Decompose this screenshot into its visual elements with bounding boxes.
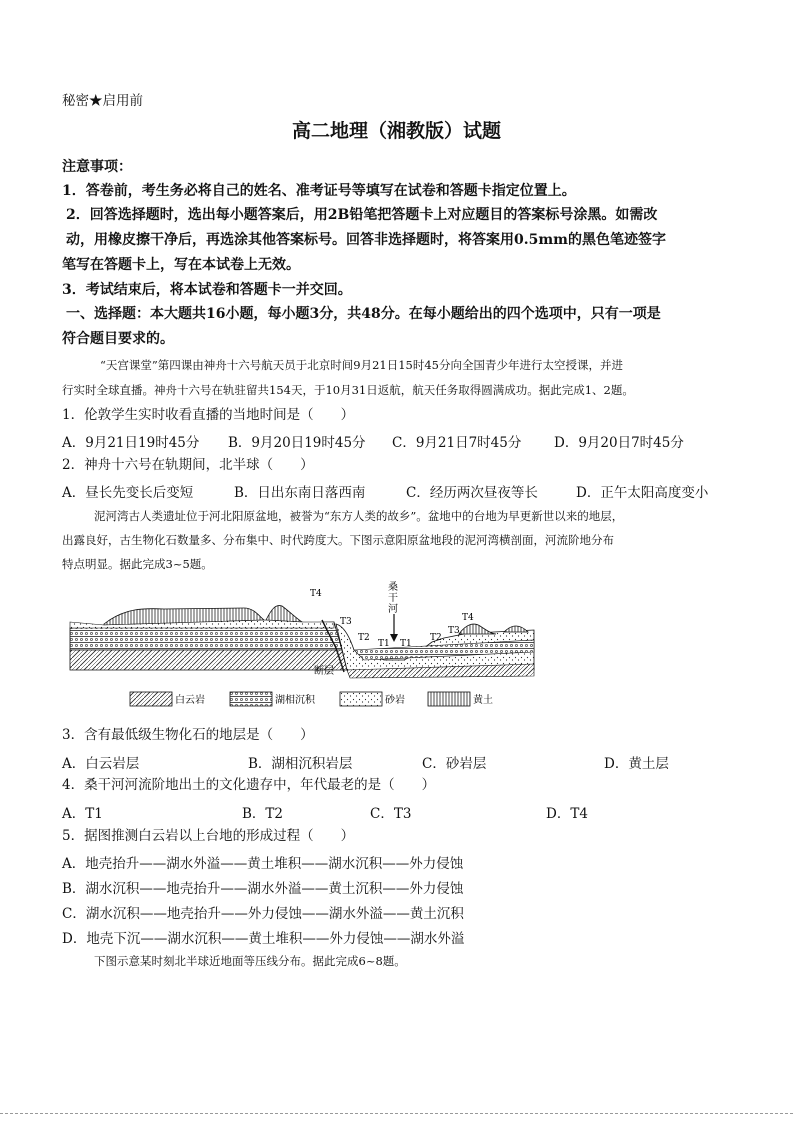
option-d: D．正午太阳高度变小 [576,485,709,501]
notice-item: 1．答卷前，考生务必将自己的姓名、准考证号等填写在试卷和答题卡指定位置上。 [62,183,576,199]
section-heading: 符合题目要求的。 [62,331,174,347]
option-c: C．T3 [370,806,412,822]
terrace-label: T3 [448,626,460,636]
terrace-label: T1 [400,639,412,649]
legend-label: 砂岩 [385,695,405,706]
option-d: D．地壳下沉——湖水沉积——黄土堆积——外力侵蚀——湖水外溢 [62,931,465,947]
option-a: A．昼长先变长后变短 [62,485,194,501]
terrace-label: T2 [358,633,370,643]
passage-text: 特点明显。据此完成3~5题。 [62,557,213,571]
option-b: B．9月20日19时45分 [228,435,366,451]
notice-heading: 注意事项： [62,159,132,175]
legend-swatch-sand [340,692,382,706]
notice-item: 2．回答选择题时，选出每小题答案后，用2B铅笔把答题卡上对应题目的答案标号涂黑。如需改 [66,207,658,223]
legend-swatch-dolomite [130,692,172,706]
option-d: D．9月20日7时45分 [554,435,684,451]
legend-label: 黄土 [473,695,493,706]
legend-swatch-loess [428,692,470,706]
terrace-label: T2 [430,633,442,643]
question-stem: 4．桑干河河流阶地出土的文化遗存中，年代最老的是（ ） [62,777,436,793]
legend-swatch-lake [230,692,272,706]
option-a: A．地壳抬升——湖水外溢——黄土堆积——湖水沉积——外力侵蚀 [62,856,464,872]
question-stem: 5．据图推测白云岩以上台地的形成过程（ ） [62,828,355,844]
fault-label: 断层 [314,666,334,677]
option-d: D．黄土层 [604,756,669,772]
terrace-label: T3 [340,617,352,627]
option-a: A．T1 [62,806,103,822]
passage-text: 泥河湾古人类遗址位于河北阳原盆地，被誉为“东方人类的故乡”。盆地中的台地为早更新世以来的地层， [94,509,624,523]
option-b: B．T2 [242,806,284,822]
terrace-label: T4 [310,589,322,599]
passage-text: 下图示意某时刻北半球近地面等压线分布。据此完成6~8题。 [94,954,406,968]
passage-text: “天宫课堂”第四课由神舟十六号航天员于北京时间9月21日15时45分向全国青少年进行太空授课，并进 [100,358,623,372]
option-a: A．9月21日19时45分 [62,435,200,451]
notice-item: 笔写在答题卡上，写在本试卷上无效。 [62,257,300,273]
option-b: B．日出东南日落西南 [234,485,366,501]
river-label-2: 干 [388,593,398,604]
notice-item: 3．考试结束后，将本试卷和答题卡一并交回。 [62,282,352,298]
river-label-3: 河 [388,604,398,615]
question-stem: 2．神舟十六号在轨期间，北半球（ ） [62,457,314,473]
question-stem: 3．含有最低级生物化石的地层是（ ） [62,727,314,743]
section-heading: 一、选择题：本大题共16小题，每小题3分，共48分。在每小题给出的四个选项中，只有一项是 [66,306,661,322]
option-d: D．T4 [546,806,588,822]
terrace-label: T4 [462,613,474,623]
option-c: C．砂岩层 [422,756,487,772]
option-b: B．湖水沉积——地壳抬升——湖水外溢——黄土沉积——外力侵蚀 [62,881,464,897]
cross-section-figure [64,578,544,718]
page-divider [0,1113,793,1114]
notice-item: 动，用橡皮擦干净后，再选涂其他答案标号。回答非选择题时，将答案用0.5mm的黑色笔迹签字 [66,232,666,248]
legend-label: 白云岩 [175,695,205,706]
passage-text: 出露良好，古生物化石数量多、分布集中、时代跨度大。下图示意阳原盆地段的泥河湾横剖面，河流阶地分布 [62,533,614,547]
option-c: C．9月21日7时45分 [392,435,522,451]
option-a: A．白云岩层 [62,756,140,772]
terrace-label: T1 [378,639,390,649]
river-label-1: 桑 [388,582,398,593]
legend-label: 湖相沉积 [275,695,315,706]
option-c: C．经历两次昼夜等长 [406,485,538,501]
option-b: B．湖相沉积岩层 [248,756,353,772]
page-title: 高二地理（湘教版）试题 [291,120,501,142]
option-c: C．湖水沉积——地壳抬升——外力侵蚀——湖水外溢——黄土沉积 [62,906,464,922]
secret-label: 秘密★启用前 [62,93,143,109]
question-stem: 1．伦敦学生实时收看直播的当地时间是（ ） [62,407,355,423]
passage-text: 行实时全球直播。神舟十六号在轨驻留共154天，于10月31日返航，航天任务取得圆满成功。据此完成1、2题。 [62,383,634,397]
